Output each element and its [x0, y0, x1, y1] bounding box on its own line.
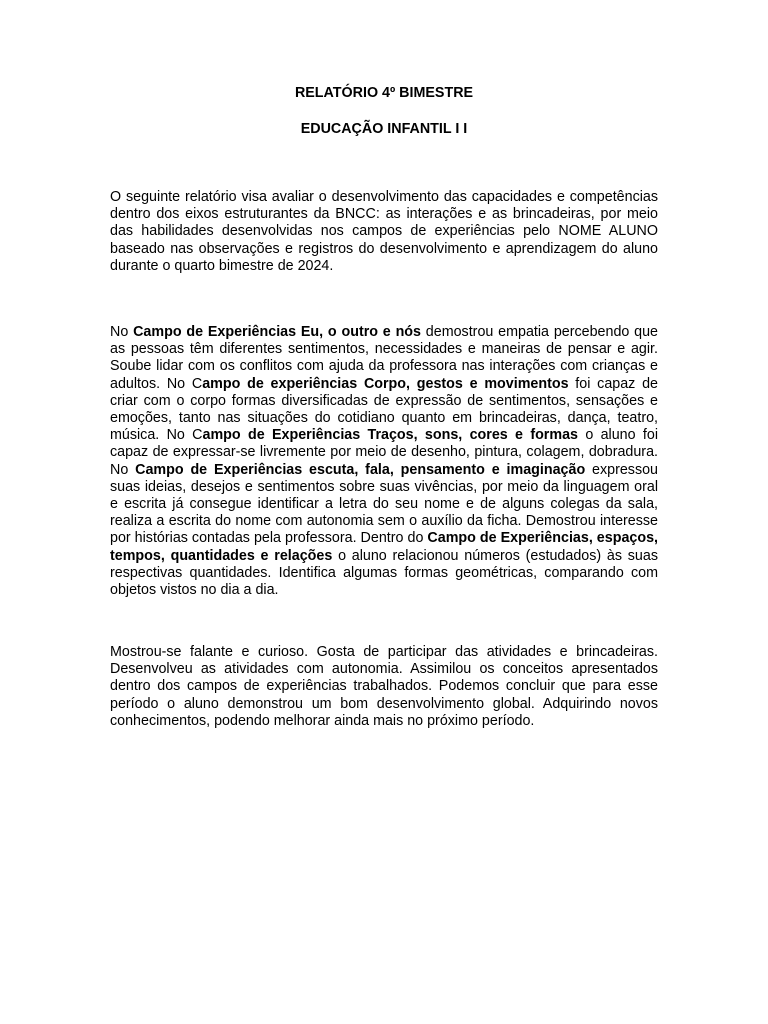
report-title: RELATÓRIO 4º BIMESTRE	[294, 85, 474, 101]
body-text: o aluno foi capaz de expressar-se livremente por meio de desenho, pintura, colagem, dobradura. No	[110, 427, 658, 478]
conclusion-paragraph: Mostrou-se falante e curioso. Gosta de participar das atividades e brincadeiras. Desenvolveu as atividades com autonomia. Assimilou os conceitos apresentados dentro dos campos de experiências trabalhados. Podemos concluir que para esse período o aluno demonstrou um bom desenvolvimento global. Adquirindo novos conhecimentos, podendo melhorar ainda mais no próximo período.	[110, 644, 658, 729]
field-eu-outro-nos: Campo de Experiências Eu, o outro e nós	[133, 324, 421, 340]
field-corpo-gestos: ampo de experiências Corpo, gestos e movimentos	[202, 375, 569, 392]
intro-paragraph: O seguinte relatório visa avaliar o desenvolvimento das capacidades e competências dentro dos eixos estruturantes da BNCC: as interações e as brincadeiras, por meio das habilidades desenvolvidas nos campos de experiências pelo NOME ALUNO baseado nas observações e registros do desenvolvimento e aprendizagem do aluno durante o quarto bimestre de 2024.	[110, 189, 658, 274]
field-espacos-tempos: Campo de Experiências, espaços, tempos, quantidades e relações	[110, 530, 658, 564]
body-text: expressou suas ideias, desejos e sentimentos sobre suas vivências, por meio da linguagem oral e escrita já consegue identificar a letra do seu nome e de alguns colegas da sala, realiza a escrita do nome com autonomia sem o auxílio da ficha. Demostrou interesse por histórias contadas pela professora. Dentro do	[110, 461, 659, 547]
report-subtitle: EDUCAÇÃO INFANTIL I I	[300, 121, 468, 137]
field-tracos-sons: ampo de Experiências Traços, sons, cores e formas	[202, 427, 578, 444]
body-text: o aluno relacionou números (estudados) às suas respectivas quantidades. Identifica algumas formas geométricas, comparando com objetos vistos no dia a dia.	[110, 547, 658, 599]
experience-fields-paragraph	[110, 324, 658, 599]
body-text: demostrou empatia percebendo que as pessoas têm diferentes sentimentos, necessidades e maneiras de pensar e agir. Soube lidar com os conflitos com ajuda da professora nas interações com crianças e adultos. No C	[110, 324, 659, 392]
field-escuta-fala: Campo de Experiências escuta, fala, pensamento e imaginação	[135, 461, 586, 478]
body-text: foi capaz de criar com o corpo formas diversificadas de expressão de sentimentos, sensações e emoções, tanto nas situações do cotidiano quanto em brincadeiras, dança, teatro, música. No C	[110, 375, 658, 444]
body-text: No	[110, 324, 134, 340]
